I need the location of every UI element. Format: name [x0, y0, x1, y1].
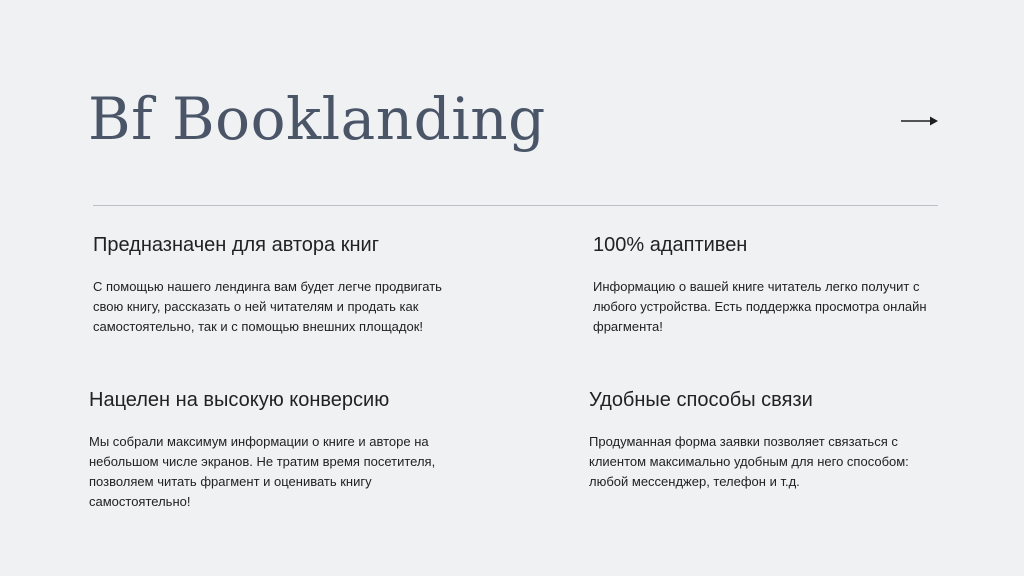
- feature-description: Мы собрали максимум информации о книге и авторе на небольшом числе экранов. Не тратим время посетителя, позволяем читать фрагмент и оценивать книгу самостоятельно!: [89, 434, 436, 509]
- feature-adaptive: [593, 233, 938, 337]
- feature-heading: Нацелен на высокую конверсию: [89, 389, 390, 411]
- arrow-right-icon[interactable]: [900, 113, 940, 129]
- feature-heading: 100% адаптивен: [593, 234, 748, 256]
- feature-conversion: [89, 388, 469, 512]
- feature-contact: [589, 388, 944, 492]
- page-title: Bf Booklanding: [88, 85, 546, 153]
- feature-author: [93, 233, 473, 337]
- feature-description: Продуманная форма заявки позволяет связаться с клиентом максимально удобным для него способом: любой мессенджер, телефон и т.д.: [589, 434, 909, 489]
- feature-description: Информацию о вашей книге читатель легко получит с любого устройства. Есть поддержка просмотра онлайн фрагмента!: [593, 279, 927, 334]
- feature-heading: Удобные способы связи: [589, 389, 813, 411]
- feature-description: С помощью нашего лендинга вам будет легче продвигать свою книгу, рассказать о ней читателям и продать как самостоятельно, так и с помощью внешних площадок!: [93, 279, 442, 334]
- header-divider: [93, 205, 938, 206]
- feature-heading: Предназначен для автора книг: [93, 234, 379, 256]
